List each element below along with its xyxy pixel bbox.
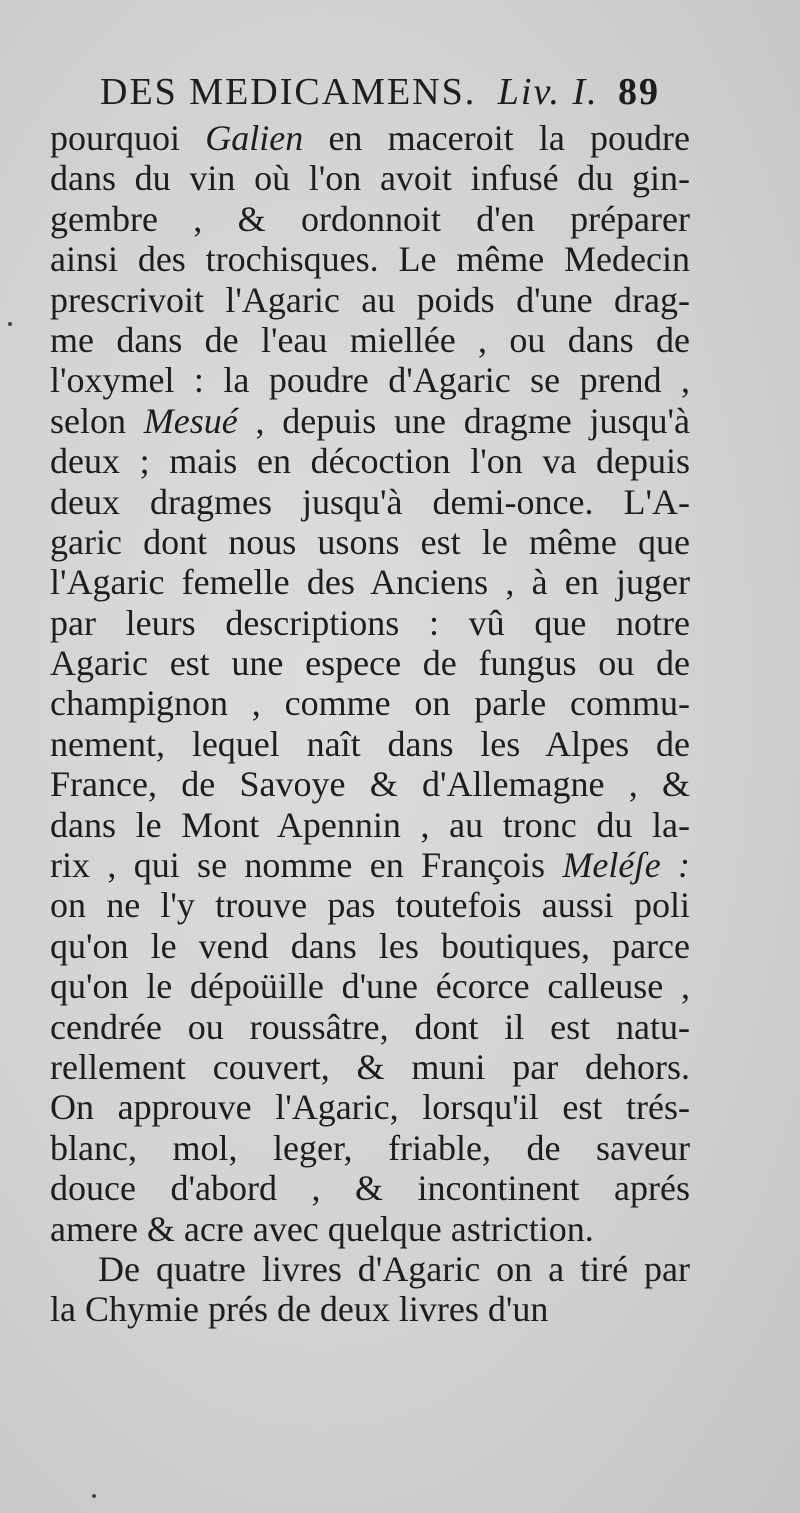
text-line [50,239,690,279]
text-run: blanc, mol, leger, friable, de saveur [50,1127,690,1168]
text-run: De quatre livres d'Agaric on a tiré par [98,1248,690,1289]
text-line [50,118,690,158]
text-line [50,1249,690,1289]
text-run: deux dragmes jusqu'à demi-once. L'A- [50,481,690,522]
paper-speck [8,322,12,326]
text-run: me dans de l'eau miellée , ou dans de [50,319,690,360]
text-run: par leurs descriptions : vû que notre [50,602,690,643]
text-line [50,401,690,441]
text-line [50,926,690,966]
text-line [50,1289,690,1329]
text-run: nement, lequel naît dans les Alpes de [50,723,690,764]
text-run: douce d'abord , & incontinent aprés [50,1168,690,1209]
text-run: rix , qui se nomme en François [50,845,563,886]
book-number: Liv. I. [497,71,599,113]
text-run: gembre , & ordonnoit d'en préparer [50,198,690,239]
text-run: pourquoi [50,118,206,158]
text-run: dans le Mont Apennin , au tronc du la- [50,804,690,845]
text-line [50,724,690,764]
text-line [50,1209,690,1249]
text-run: France, de Savoye & d'Allemagne , & [50,764,690,805]
text-line [50,1047,690,1087]
page-number: 89 [618,71,660,113]
running-title: DES MEDICAMENS. [100,71,477,113]
text-run: , depuis une dragme jusqu'à [237,400,690,441]
text-line [50,805,690,845]
text-line [50,562,690,602]
text-run: amere & acre avec quelque astriction. [50,1208,594,1249]
text-line [50,158,690,198]
text-run: on ne l'y trouve pas toutefois aussi poli [50,885,690,926]
text-line [50,966,690,1006]
text-run: la Chymie prés de deux livres d'un [50,1289,549,1330]
text-run: champignon , comme on parle commu- [50,683,690,724]
text-run: en maceroit la poudre [303,118,690,158]
text-line [50,441,690,481]
text-line [50,683,690,723]
text-run: selon [50,400,144,441]
text-line [50,320,690,360]
text-run: cendrée ou roussâtre, dont il est natu- [50,1006,690,1047]
text-line [50,482,690,522]
text-line [50,522,690,562]
text-run: ainsi des trochisques. Le même Medecin [50,239,690,280]
text-line [50,1087,690,1127]
text-run: deux ; mais en décoction l'on va depuis [50,441,690,482]
text-line [50,1168,690,1208]
text-run: qu'on le dépoüille d'une écorce calleuse , [50,966,690,1007]
paper-speck [92,1494,96,1498]
text-run: qu'on le vend dans les boutiques, parce [50,925,690,966]
text-run: Agaric est une espece de fungus ou de [50,643,690,684]
body-text [50,118,690,1330]
italic-name: Meléʃe : [562,845,691,886]
text-line [50,845,690,885]
text-line [50,280,690,320]
text-line [50,603,690,643]
text-run: l'Agaric femelle des Anciens , à en juger [50,562,690,603]
text-line [50,764,690,804]
text-run: On approuve l'Agaric, lorsqu'il est trés- [50,1087,690,1128]
text-line [50,1128,690,1168]
text-line [50,360,690,400]
text-run: rellement couvert, & muni par dehors. [50,1046,690,1087]
text-run: prescrivoit l'Agaric au poids d'une drag- [50,279,690,320]
text-run: l'oxymel : la poudre d'Agaric se prend , [50,360,690,401]
running-header [100,70,660,120]
text-run: garic dont nous usons est le même que [50,521,690,562]
italic-name: Galien [205,118,304,158]
italic-name: Mesué [143,400,238,441]
text-line [50,1007,690,1047]
text-line [50,199,690,239]
text-line [50,885,690,925]
text-line [50,643,690,683]
text-run: dans du vin où l'on avoit infusé du gin- [50,158,690,199]
